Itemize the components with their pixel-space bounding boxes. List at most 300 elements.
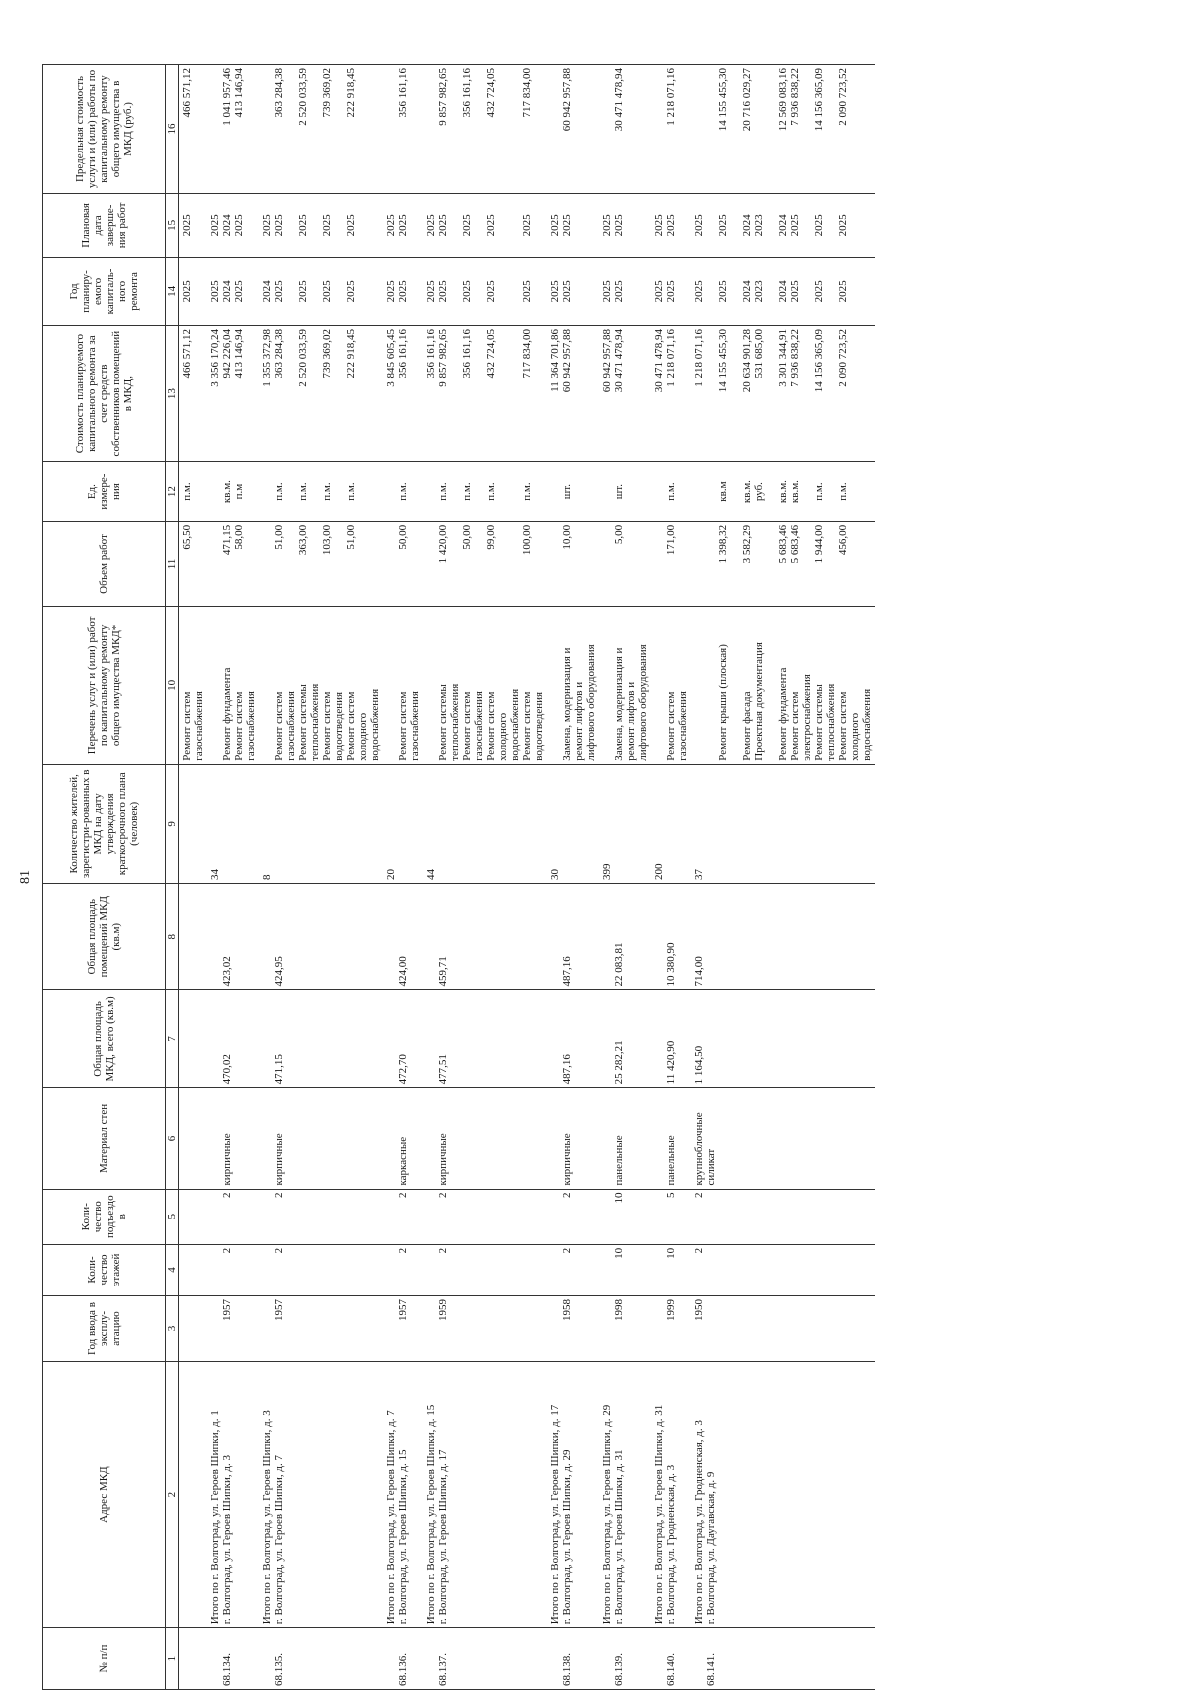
unit-text: кв.м. — [789, 480, 801, 504]
work-list-text: Ремонт крыши (плоская) — [717, 644, 729, 761]
premises-area-cell — [179, 883, 208, 989]
work-volume-text: 3 582,29 — [741, 524, 753, 564]
total-area-text: 11 420,90 — [665, 1040, 677, 1085]
completion-date-text — [801, 197, 813, 254]
premises-area-text — [209, 887, 221, 986]
max-cost-text: 30 471 478,94 — [613, 68, 625, 132]
work-list-text: Ремонт систем — [233, 691, 245, 761]
entrances-text: 2 — [561, 1192, 573, 1199]
entrances-text: 2 — [437, 1192, 449, 1199]
max-cost-cell — [207, 65, 259, 194]
work-volume-text — [693, 525, 705, 603]
owners-cost-text: 1 218 071,16 — [665, 328, 677, 387]
work-list-text — [653, 610, 665, 761]
planned-year-text — [801, 261, 813, 322]
wall-material-text: кирпичные — [221, 1133, 233, 1186]
residents-cell — [383, 764, 423, 883]
wall-material-text — [601, 1091, 613, 1185]
unit-text: п.м. — [345, 482, 357, 501]
header-cell: Плановая дата заверше-ния работ — [43, 193, 166, 257]
wall-material-text — [209, 1091, 221, 1185]
max-cost-text: 413 146,94 — [233, 68, 245, 118]
completion-date-cell — [423, 193, 547, 257]
work-volume-cell — [259, 521, 383, 606]
residents-text: 30 — [549, 868, 561, 880]
unit-text — [729, 465, 741, 518]
unit-cell — [207, 462, 259, 522]
planned-year-text — [285, 261, 297, 322]
year-built-cell — [423, 1296, 547, 1362]
wall-material-text — [653, 1091, 665, 1185]
max-cost-text — [705, 68, 717, 190]
row-number-cell — [179, 1628, 208, 1690]
max-cost-cell — [383, 65, 423, 194]
work-volume-text — [601, 525, 613, 603]
unit-text — [425, 465, 437, 518]
work-volume-text — [449, 525, 461, 603]
table-body — [179, 65, 876, 1690]
unit-cell — [547, 462, 599, 522]
max-cost-text — [285, 68, 297, 190]
planned-year-text — [509, 261, 521, 322]
entrances-cell — [259, 1189, 383, 1244]
total-area-text — [385, 993, 397, 1084]
wall-material-text: кирпичные — [437, 1133, 449, 1186]
floors-cell — [383, 1244, 423, 1295]
address-text: Итого по г. Волгоград, ул. Героев Шипки, д. 29 — [601, 1404, 613, 1625]
work-list-text — [209, 610, 221, 761]
premises-area-cell — [599, 883, 651, 989]
max-cost-cell — [179, 65, 208, 194]
year-built-cell — [383, 1296, 423, 1362]
wall-material-text: крупноблочные — [693, 1112, 705, 1186]
total-area-cell — [207, 990, 259, 1088]
planned-year-text: 2025 — [437, 280, 449, 303]
work-volume-text: 5,00 — [613, 524, 625, 545]
address-text: Итого по г. Волгоград, ул. Героев Шипки, д. 7 — [385, 1410, 397, 1625]
completion-date-text — [509, 197, 521, 254]
owners-cost-text: 3 356 170,24 — [209, 328, 221, 387]
owners-cost-text — [509, 329, 521, 458]
owners-cost-text: 717 834,00 — [521, 328, 533, 379]
planned-year-text: 2024 — [777, 280, 789, 303]
work-list-text: газоснабжения — [677, 691, 689, 761]
owners-cost-text: 413 146,94 — [233, 328, 245, 379]
total-area-text — [549, 993, 561, 1084]
column-number: 8 — [166, 883, 179, 989]
floors-text: 2 — [221, 1247, 233, 1254]
residents-text: 20 — [385, 868, 397, 880]
column-number: 7 — [166, 990, 179, 1088]
wall-material-text: кирпичные — [273, 1133, 285, 1186]
table-row — [599, 65, 651, 1690]
max-cost-text — [825, 68, 837, 190]
owners-cost-cell — [547, 325, 599, 461]
completion-date-cell — [207, 193, 259, 257]
row-number-cell — [383, 1628, 423, 1690]
completion-date-text: 2025 — [273, 214, 285, 237]
work-volume-text — [209, 525, 221, 603]
year-built-cell — [547, 1296, 599, 1362]
max-cost-text — [385, 68, 397, 190]
owners-cost-cell — [383, 325, 423, 461]
planned-year-cell — [259, 257, 383, 325]
planned-year-cell — [207, 257, 259, 325]
unit-text: кв.м. — [741, 480, 753, 504]
planned-year-text: 2025 — [653, 280, 665, 303]
entrances-cell — [383, 1189, 423, 1244]
page-number: 81 — [18, 870, 33, 884]
work-volume-text — [825, 525, 837, 603]
planned-year-text: 2024 — [741, 280, 753, 303]
work-list-text: Ремонт фасада — [741, 691, 753, 761]
max-cost-text: 363 284,38 — [273, 68, 285, 118]
unit-text: шт. — [561, 484, 573, 500]
owners-cost-text — [705, 329, 717, 458]
year-built-cell — [691, 1296, 875, 1362]
column-number: 16 — [166, 65, 179, 194]
max-cost-text: 60 942 957,88 — [561, 68, 573, 132]
column-number-row — [166, 65, 179, 1690]
premises-area-cell — [691, 883, 875, 989]
work-list-text: Ремонт систем — [321, 691, 333, 761]
completion-date-text — [825, 197, 837, 254]
work-list-text: Ремонт систем — [789, 691, 801, 761]
work-volume-text: 103,00 — [321, 524, 333, 556]
work-volume-text — [473, 525, 485, 603]
total-area-cell — [423, 990, 547, 1088]
floors-cell — [651, 1244, 691, 1295]
wall-material-text — [425, 1091, 437, 1185]
completion-date-text: 2025 — [425, 214, 437, 237]
row-number-text: 68.141. — [705, 1653, 717, 1686]
floors-text: 10 — [613, 1247, 625, 1259]
address-cell — [599, 1362, 651, 1628]
floors-text: 2 — [561, 1247, 573, 1254]
work-volume-text — [333, 525, 345, 603]
work-list-text: водоснабжения — [509, 688, 521, 761]
completion-date-text: 2025 — [321, 214, 333, 237]
owners-cost-cell — [207, 325, 259, 461]
owners-cost-text: 222 918,45 — [345, 328, 357, 379]
completion-date-text: 2025 — [209, 214, 221, 237]
rotated-document-page — [18, 64, 1190, 1690]
address-text: г. Волгоград, ул. Героев Шипки, д. 7 — [273, 1455, 285, 1625]
owners-cost-cell — [599, 325, 651, 461]
owners-cost-text: 739 369,02 — [321, 328, 333, 379]
row-number-text — [693, 1631, 705, 1686]
work-list-text: Ремонт систем — [485, 691, 497, 761]
max-cost-text — [753, 68, 765, 190]
row-number-text: 68.137. — [437, 1653, 449, 1686]
work-list-text: Замена, модернизация и — [613, 647, 625, 761]
entrances-text — [209, 1193, 221, 1241]
work-list-text — [261, 610, 273, 761]
completion-date-cell — [547, 193, 599, 257]
work-volume-text: 5 683,46 — [789, 524, 801, 564]
max-cost-text: 9 857 982,65 — [437, 68, 449, 126]
work-volume-text — [509, 525, 521, 603]
year-built-cell — [599, 1296, 651, 1362]
work-volume-text — [425, 525, 437, 603]
completion-date-text — [765, 197, 777, 254]
work-list-text: ремонт лифтов и — [573, 681, 585, 761]
total-area-cell — [547, 990, 599, 1088]
total-area-text: 471,15 — [273, 1054, 285, 1085]
owners-cost-cell — [423, 325, 547, 461]
floors-text: 2 — [437, 1247, 449, 1254]
entrances-text: 2 — [693, 1192, 705, 1199]
address-cell — [383, 1362, 423, 1628]
max-cost-text: 222 918,45 — [345, 68, 357, 118]
max-cost-text: 12 569 083,16 — [777, 68, 789, 132]
owners-cost-text: 3 301 344,91 — [777, 328, 789, 387]
unit-text: п.м. — [437, 482, 449, 501]
total-area-cell — [179, 990, 208, 1088]
unit-text: руб. — [753, 482, 765, 502]
work-list-text — [425, 610, 437, 761]
max-cost-text — [765, 68, 777, 190]
total-area-text — [209, 993, 221, 1084]
planned-year-text — [729, 261, 741, 322]
address-text: Итого по г. Волгоград, ул. Героев Шипки, д. 31 — [653, 1404, 665, 1625]
unit-cell — [259, 462, 383, 522]
row-number-text: 68.135. — [273, 1653, 285, 1686]
residents-cell — [423, 764, 547, 883]
max-cost-text: 356 161,16 — [461, 68, 473, 118]
premises-area-text: 424,95 — [273, 956, 285, 987]
planned-year-text — [473, 261, 485, 322]
address-text: г. Волгоград, ул. Гродненская, д. 3 — [665, 1464, 677, 1625]
work-volume-text: 471,15 — [221, 524, 233, 556]
work-list-cell — [423, 607, 547, 765]
entrances-cell — [179, 1189, 208, 1244]
completion-date-text: 2025 — [561, 214, 573, 237]
row-number-text: 68.138. — [561, 1653, 573, 1686]
max-cost-text — [729, 68, 741, 190]
year-built-text — [549, 1299, 561, 1358]
planned-year-text: 2025 — [345, 280, 357, 303]
unit-text: п.м. — [397, 482, 409, 501]
unit-text: п.м. — [297, 482, 309, 501]
work-list-text — [705, 610, 717, 761]
wall-material-text: каркасные — [397, 1136, 409, 1186]
work-list-text: теплоснабжения — [449, 683, 461, 761]
max-cost-text — [509, 68, 521, 190]
max-cost-text: 14 156 365,09 — [813, 68, 825, 132]
completion-date-text — [473, 197, 485, 254]
work-volume-cell — [691, 521, 875, 606]
work-volume-text: 1 420,00 — [437, 524, 449, 564]
max-cost-text — [653, 68, 665, 190]
entrances-text — [425, 1193, 437, 1241]
column-number: 10 — [166, 607, 179, 765]
column-number: 14 — [166, 257, 179, 325]
year-built-text: 1998 — [613, 1299, 625, 1322]
address-text: Итого по г. Волгоград, ул. Героев Шипки, д. 15 — [425, 1404, 437, 1625]
year-built-text: 1958 — [561, 1299, 573, 1322]
unit-text: п.м. — [837, 482, 849, 501]
unit-text — [285, 465, 297, 518]
work-list-cell — [651, 607, 691, 765]
work-list-text: Ремонт систем — [397, 691, 409, 761]
work-volume-text — [729, 525, 741, 603]
completion-date-text: 2025 — [485, 214, 497, 237]
year-built-cell — [207, 1296, 259, 1362]
unit-text: шт. — [613, 484, 625, 500]
owners-cost-text: 356 161,16 — [461, 328, 473, 379]
premises-area-text — [385, 887, 397, 986]
floors-text: 2 — [397, 1247, 409, 1254]
owners-cost-text — [449, 329, 461, 458]
header-cell: Год ввода в эксплу-атацию — [43, 1296, 166, 1362]
work-volume-cell — [423, 521, 547, 606]
completion-date-text: 2025 — [397, 214, 409, 237]
address-text: г. Волгоград, ул. Героев Шипки, д. 31 — [613, 1449, 625, 1625]
wall-material-text — [549, 1091, 561, 1185]
total-area-text: 470,02 — [221, 1054, 233, 1085]
header-cell: Стоимость планируемого капитального ремонта за счет средств собственников помещений в МКД, — [43, 325, 166, 461]
unit-text — [825, 465, 837, 518]
unit-text — [497, 465, 509, 518]
floors-text — [261, 1248, 273, 1292]
work-volume-text — [765, 525, 777, 603]
planned-year-text: 2025 — [837, 280, 849, 303]
wall-material-text: панельные — [613, 1135, 625, 1186]
floors-cell — [599, 1244, 651, 1295]
year-built-text — [261, 1299, 273, 1358]
header-cell: Объем работ — [43, 521, 166, 606]
entrances-cell — [207, 1189, 259, 1244]
work-volume-text — [261, 525, 273, 603]
work-volume-text: 5 683,46 — [777, 524, 789, 564]
row-number-text: 68.139. — [613, 1653, 625, 1686]
wall-material-cell — [383, 1088, 423, 1189]
header-cell: Год планиру-емого капиталь-ного ремонта — [43, 257, 166, 325]
work-list-text: Ремонт систем — [345, 691, 357, 761]
header-cell: Адрес МКД — [43, 1362, 166, 1628]
wall-material-cell — [179, 1088, 208, 1189]
premises-area-text: 423,02 — [221, 956, 233, 987]
unit-text — [765, 465, 777, 518]
owners-cost-text — [825, 329, 837, 458]
entrances-text — [653, 1193, 665, 1241]
unit-text: п.м. — [273, 482, 285, 501]
entrances-cell — [599, 1189, 651, 1244]
completion-date-cell — [259, 193, 383, 257]
owners-cost-text: 2 520 033,59 — [297, 328, 309, 387]
work-volume-text: 50,00 — [461, 524, 473, 550]
total-area-text — [181, 993, 193, 1084]
owners-cost-text: 7 936 838,22 — [789, 328, 801, 387]
max-cost-text: 432 724,05 — [485, 68, 497, 118]
total-area-text — [425, 993, 437, 1084]
entrances-cell — [691, 1189, 875, 1244]
year-built-text: 1957 — [397, 1299, 409, 1322]
entrances-text — [261, 1193, 273, 1241]
floors-text — [209, 1248, 221, 1292]
work-list-text: холодного — [357, 712, 369, 761]
work-volume-text: 50,00 — [397, 524, 409, 550]
entrances-text: 5 — [665, 1192, 677, 1199]
owners-cost-text — [309, 329, 321, 458]
floors-text — [601, 1248, 613, 1292]
address-cell — [423, 1362, 547, 1628]
address-text: г. Волгоград, ул. Героев Шипки, д. 17 — [437, 1449, 449, 1625]
address-text: Итого по г. Волгоград, ул. Героев Шипки, д. 17 — [549, 1404, 561, 1625]
work-volume-text — [705, 525, 717, 603]
planned-year-text — [449, 261, 461, 322]
unit-text — [449, 465, 461, 518]
entrances-cell — [547, 1189, 599, 1244]
premises-area-text: 487,16 — [561, 956, 573, 987]
max-cost-text — [601, 68, 613, 190]
planned-year-text — [765, 261, 777, 322]
premises-area-text: 22 083,81 — [613, 942, 625, 987]
owners-cost-text: 60 942 957,88 — [561, 328, 573, 393]
planned-year-cell — [651, 257, 691, 325]
completion-date-text: 2025 — [461, 214, 473, 237]
unit-cell — [423, 462, 547, 522]
owners-cost-text: 942 226,04 — [221, 328, 233, 379]
completion-date-cell — [383, 193, 423, 257]
planned-year-text: 2025 — [297, 280, 309, 303]
planned-year-text: 2025 — [717, 280, 729, 303]
owners-cost-text: 30 471 478,94 — [613, 328, 625, 393]
total-area-text: 477,51 — [437, 1054, 449, 1085]
work-list-text: лифтового оборудования — [585, 644, 597, 761]
max-cost-text: 20 716 029,27 — [741, 68, 753, 132]
planned-year-text: 2025 — [425, 280, 437, 303]
address-cell — [547, 1362, 599, 1628]
max-cost-text: 1 041 957,46 — [221, 68, 233, 126]
work-volume-text: 100,00 — [521, 524, 533, 556]
premises-area-cell — [207, 883, 259, 989]
wall-material-text — [181, 1091, 193, 1185]
owners-cost-cell — [179, 325, 208, 461]
planned-year-text: 2023 — [753, 280, 765, 303]
table-row — [423, 65, 547, 1690]
residents-text: 34 — [209, 868, 221, 880]
work-list-text: Ремонт систем — [273, 691, 285, 761]
planned-year-text: 2025 — [321, 280, 333, 303]
owners-cost-text: 363 284,38 — [273, 328, 285, 379]
max-cost-text — [801, 68, 813, 190]
completion-date-text: 2024 — [777, 214, 789, 237]
work-list-cell — [691, 607, 875, 765]
unit-text: п.м. — [321, 482, 333, 501]
entrances-cell — [651, 1189, 691, 1244]
residents-cell — [547, 764, 599, 883]
unit-text: п.м — [233, 483, 245, 500]
year-built-text — [653, 1299, 665, 1358]
planned-year-text: 2025 — [521, 280, 533, 303]
work-list-text: Проектная документация — [753, 642, 765, 761]
entrances-text — [601, 1193, 613, 1241]
work-list-text — [765, 610, 777, 761]
completion-date-cell — [651, 193, 691, 257]
planned-year-text: 2025 — [789, 280, 801, 303]
planned-year-text: 2025 — [209, 280, 221, 303]
wall-material-cell — [651, 1088, 691, 1189]
column-number: 12 — [166, 462, 179, 522]
row-number-cell — [207, 1628, 259, 1690]
column-number: 15 — [166, 193, 179, 257]
floors-text: 2 — [693, 1247, 705, 1254]
max-cost-text — [473, 68, 485, 190]
floors-cell — [179, 1244, 208, 1295]
address-text: г. Волгоград, ул. Героев Шипки, д. 15 — [397, 1449, 409, 1625]
